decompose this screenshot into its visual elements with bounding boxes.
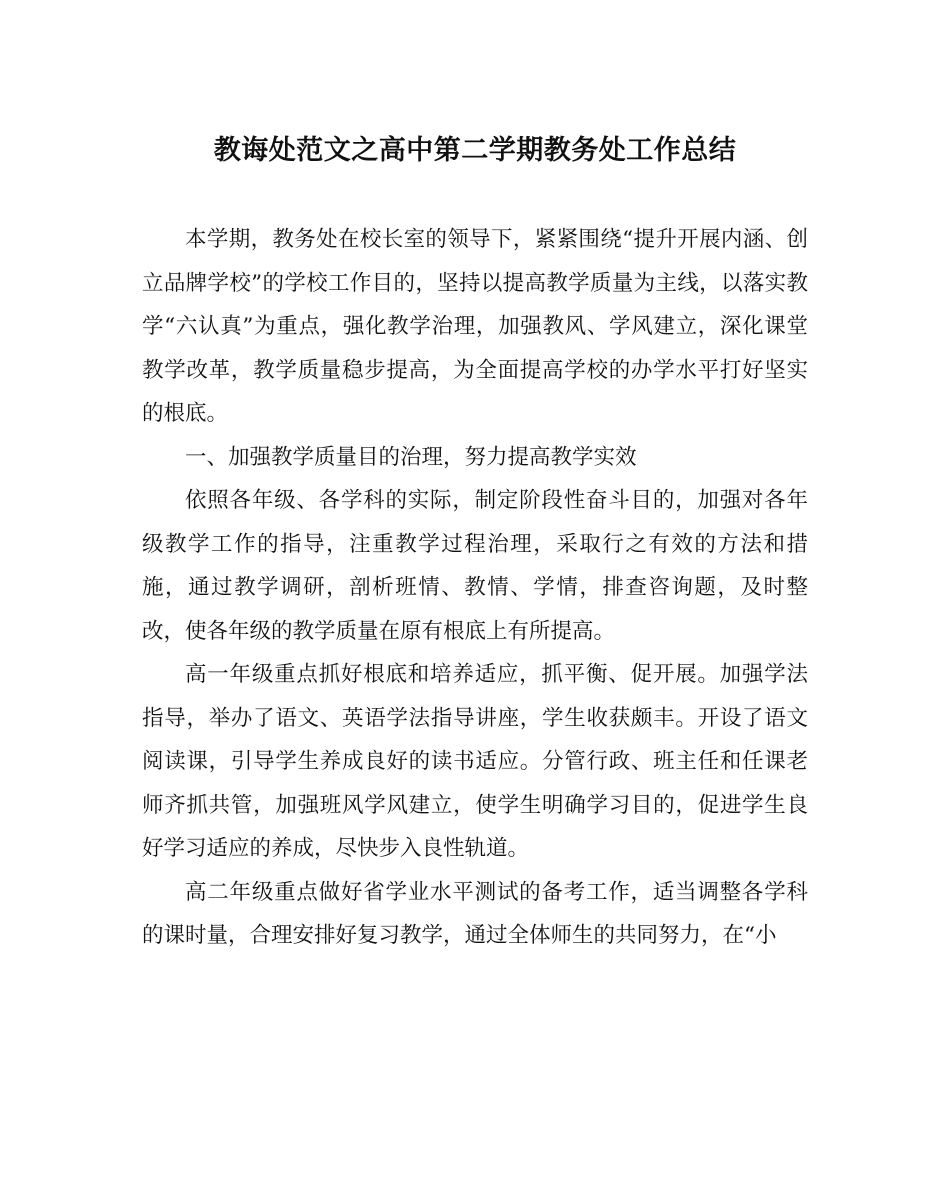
document-body (142, 218, 808, 958)
paragraph-grade-11: 高二年级重点做好省学业水平测试的备考工作，适当调整各学科的课时量，合理安排好复习教学，通过全体师生的共同努力，在“小 (142, 879, 808, 948)
paragraph-section-1: 依照各年级、各学科的实际，制定阶段性奋斗目的，加强对各年级教学工作的指导，注重教学过程治理，采取行之有效的方法和措施，通过教学调研，剖析班情、教情、学情，排查咨询题，及时整改，使各年级的教学质量在原有根底上有所提高。 (142, 488, 808, 644)
document-title: 教诲处范文之高中第二学期教务处工作总结 (213, 135, 737, 166)
section-heading-1: 一、加强教学质量目的治理，努力提高教学实效 (185, 444, 637, 470)
paragraph-grade-10: 高一年级重点抓好根底和培养适应，抓平衡、促开展。加强学法指导，举办了语文、英语学法指导讲座，学生收获颇丰。开设了语文阅读课，引导学生养成良好的读书适应。分管行政、班主任和任课老师齐抓共管，加强班风学风建立，使学生明确学习目的，促进学生良好学习适应的养成，尽快步入良性轨道。 (142, 662, 808, 861)
paragraph-intro: 本学期，教务处在校长室的领导下，紧紧围绕“提升开展内涵、创立品牌学校”的学校工作目的，坚持以提高教学质量为主线，以落实教学“六认真”为重点，强化教学治理，加强教风、学风建立，深化课堂教学改革，教学质量稳步提高，为全面提高学校的办学水平打好坚实的根底。 (142, 227, 808, 426)
